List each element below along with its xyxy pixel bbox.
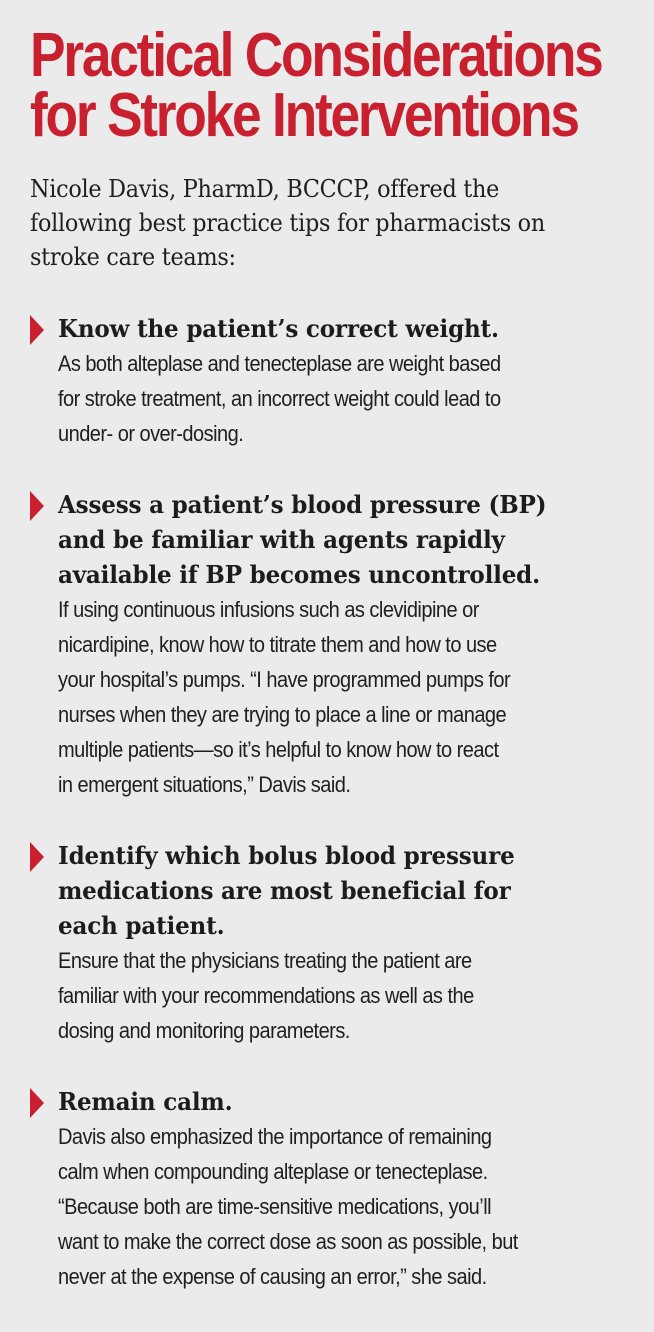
triangle-right-icon — [30, 315, 44, 345]
tip-heading — [58, 311, 596, 346]
tip-body — [58, 346, 592, 451]
tip-body-line: never at the expense of causing an error,” she said. — [58, 1264, 487, 1289]
tip-heading-line: Know the patient’s correct weight. — [58, 314, 499, 343]
tip-body-line: in emergent situations,” Davis said. — [58, 772, 351, 797]
tip-identify-bolus — [30, 838, 614, 1048]
tip-body-line: calm when compounding alteplase or tenecteplase. — [58, 1159, 488, 1184]
tip-heading-line: Assess a patient’s blood pressure (BP) — [58, 490, 547, 519]
triangle-right-icon — [30, 1088, 44, 1118]
tip-body-line: If using continuous infusions such as clevidipine or — [58, 597, 479, 622]
title-line-1: Practical Considerations — [30, 21, 602, 90]
tip-heading — [58, 487, 596, 592]
tip-body-line: Davis also emphasized the importance of remaining — [58, 1124, 492, 1149]
tip-body-line: familiar with your recommendations as well as the — [58, 983, 474, 1008]
tip-body — [58, 943, 592, 1048]
tip-body-line: dosing and monitoring parameters. — [58, 1018, 350, 1043]
tip-body — [58, 592, 592, 802]
intro-line-2: following best practice tips for pharmacists on — [30, 209, 545, 237]
tip-body-line: for stroke treatment, an incorrect weight could lead to — [58, 386, 501, 411]
tip-heading-line: Remain calm. — [58, 1087, 233, 1116]
triangle-right-icon — [30, 842, 44, 872]
tip-heading-line: medications are most beneficial for — [58, 876, 511, 905]
tip-body-line: Ensure that the physicians treating the patient are — [58, 948, 472, 973]
tip-body-line: your hospital’s pumps. “I have programmed pumps for — [58, 667, 511, 692]
intro-line-3: stroke care teams: — [30, 243, 236, 271]
tip-body-line: want to make the correct dose as soon as possible, but — [58, 1229, 518, 1254]
tip-heading-line: Identify which bolus blood pressure — [58, 841, 515, 870]
tip-body-line: multiple patients—so it’s helpful to know how to react — [58, 737, 499, 762]
tip-heading-line: each patient. — [58, 911, 225, 940]
tip-body-line: As both alteplase and tenecteplase are weight based — [58, 351, 501, 376]
tip-body-line: nicardipine, know how to titrate them and how to use — [58, 632, 497, 657]
title-line-2: for Stroke Interventions — [30, 81, 578, 150]
tip-assess-bp — [30, 487, 614, 802]
tip-heading-line: and be familiar with agents rapidly — [58, 525, 505, 554]
tip-know-weight — [30, 311, 614, 451]
tip-body-line: under- or over-dosing. — [58, 421, 244, 446]
tip-heading — [58, 1084, 596, 1119]
tip-body-line: nurses when they are trying to place a line or manage — [58, 702, 507, 727]
triangle-right-icon — [30, 491, 44, 521]
tip-body — [58, 1119, 592, 1294]
tip-heading-line: available if BP becomes uncontrolled. — [58, 560, 540, 589]
tip-body-line: “Because both are time-sensitive medications, you’ll — [58, 1194, 492, 1219]
tip-heading — [58, 838, 596, 943]
tip-remain-calm — [30, 1084, 614, 1294]
intro-paragraph — [30, 172, 607, 274]
page-title — [30, 21, 602, 150]
intro-line-1: Nicole Davis, PharmD, BCCCP, offered the — [30, 175, 500, 203]
